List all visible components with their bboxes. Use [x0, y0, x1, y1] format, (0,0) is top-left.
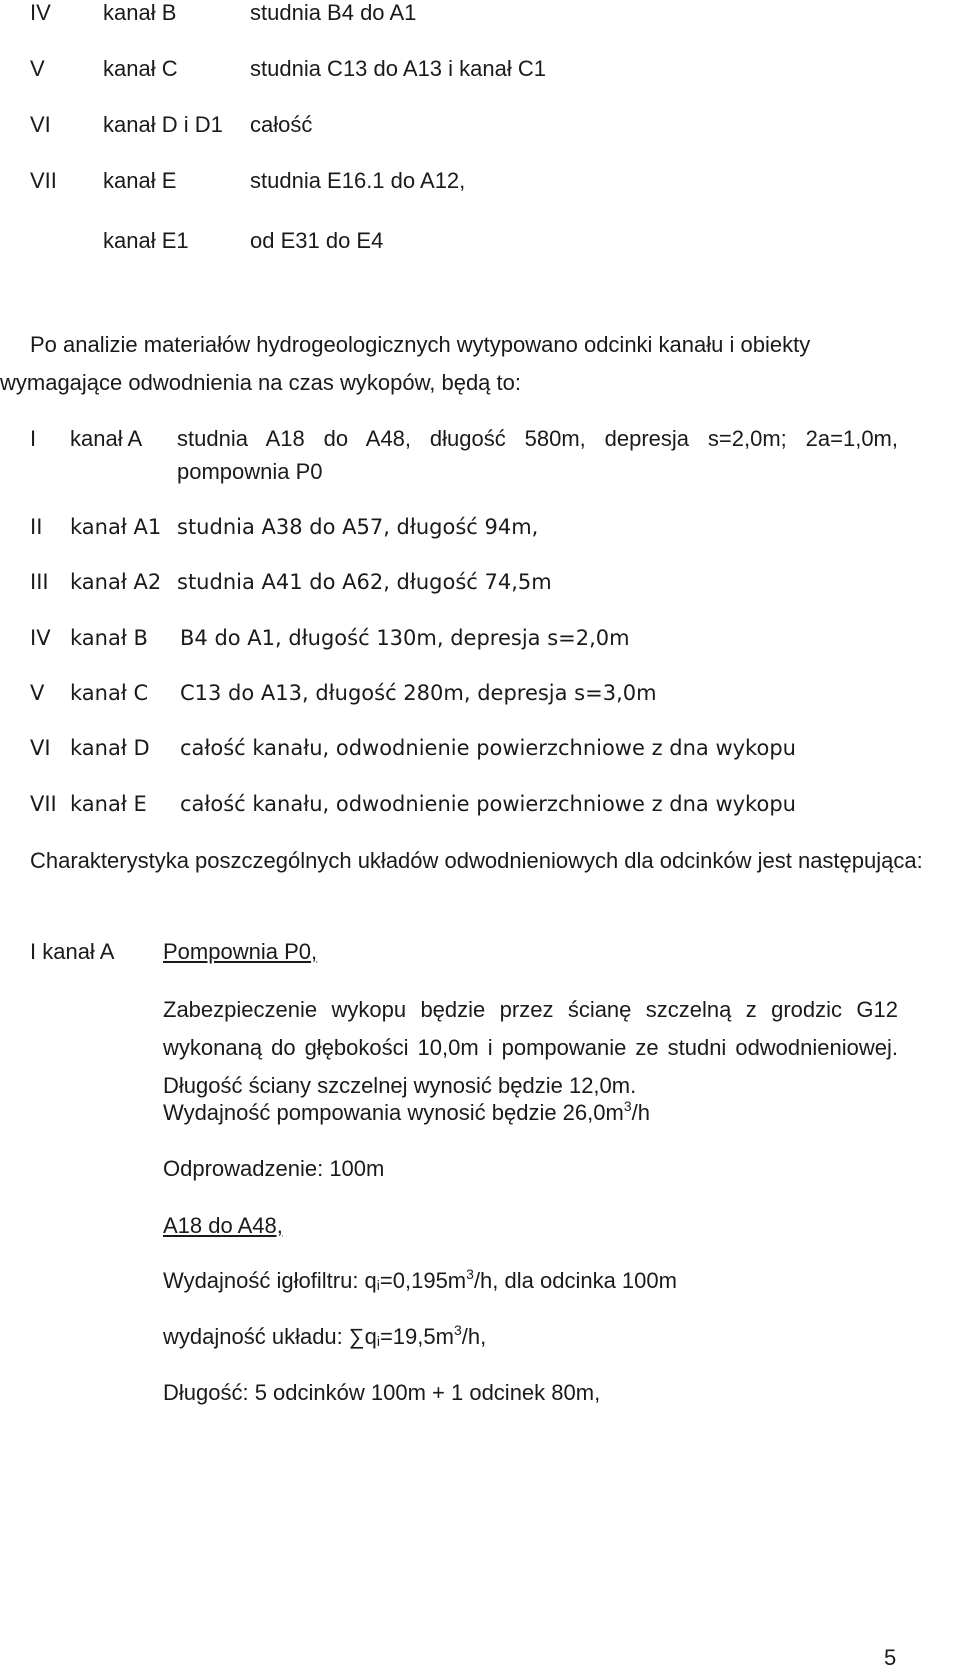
- wellpoint-sub: i: [376, 1277, 380, 1293]
- list-item-num: I: [30, 426, 37, 451]
- section-heading: Pompownia P0,: [163, 939, 318, 964]
- intro-line-2: wymagające odwodnienia na czas wykopów, będą to:: [0, 370, 521, 395]
- wellpoint-mid: =0,195m: [379, 1268, 467, 1293]
- characteristics-paragraph: Charakterystyka poszczególnych układów odwodnieniowych dla odcinków jest następująca:: [30, 848, 923, 873]
- top-item-desc: studnia E16.1 do A12,: [250, 168, 466, 193]
- wellpoint-prefix: Wydajność igłofiltru: q: [163, 1268, 377, 1293]
- list-item-channel: kanał E: [70, 792, 147, 816]
- list-item-num: III: [30, 570, 49, 594]
- range-heading: A18 do A48,: [163, 1213, 283, 1238]
- system-mid: =19,5m: [379, 1324, 454, 1349]
- list-item-desc-cont: pompownia P0: [177, 459, 323, 484]
- pumping-capacity-line: [163, 1100, 650, 1126]
- top-item-channel: kanał E: [103, 168, 177, 193]
- length-line: Długość: 5 odcinków 100m + 1 odcinek 80m,: [163, 1380, 601, 1405]
- list-item-desc: B4 do A1, długość 130m, depresja s=2,0m: [180, 626, 630, 650]
- list-item-channel: kanał A2: [70, 570, 162, 594]
- page-number: 5: [884, 1645, 897, 1670]
- top-item-channel: kanał D i D1: [103, 112, 223, 137]
- top-item-desc: od E31 do E4: [250, 228, 384, 253]
- list-item-desc: całość kanału, odwodnienie powierzchniowe z dna wykopu: [180, 792, 796, 816]
- top-item-num: V: [30, 56, 45, 81]
- top-item-num: IV: [30, 0, 51, 25]
- pumping-capacity-tail: /h: [631, 1100, 650, 1125]
- top-item-desc: całość: [250, 112, 313, 137]
- list-item-num: V: [30, 681, 45, 705]
- list-item-channel: kanał B: [70, 626, 148, 650]
- list-item-num: VI: [30, 736, 51, 760]
- pumping-capacity-text: Wydajność pompowania wynosić będzie 26,0m: [163, 1100, 624, 1125]
- top-item-channel: kanał C: [103, 56, 178, 81]
- list-item-channel: kanał D: [70, 736, 150, 760]
- list-item-num: VII: [30, 792, 57, 816]
- list-item-channel: kanał A1: [70, 515, 162, 539]
- list-item-channel: kanał C: [70, 681, 149, 705]
- pumping-capacity-sup: 3: [623, 1098, 632, 1114]
- top-item-num: VI: [30, 112, 51, 137]
- list-item-desc: C13 do A13, długość 280m, depresja s=3,0m: [180, 681, 657, 705]
- wellpoint-tail: /h, dla odcinka 100m: [473, 1268, 677, 1293]
- list-item-num: IV: [30, 626, 51, 650]
- list-item-desc: studnia A41 do A62, długość 74,5m: [177, 570, 552, 594]
- top-item-desc: studnia C13 do A13 i kanał C1: [250, 56, 546, 81]
- wellpoint-sup: 3: [466, 1266, 474, 1282]
- list-item-num: II: [30, 515, 43, 539]
- list-item-channel: kanał A: [70, 426, 143, 451]
- intro-line-1: Po analizie materiałów hydrogeologicznych wytypowano odcinki kanału i obiekty: [30, 332, 811, 357]
- section-label: I kanał A: [30, 939, 115, 964]
- top-item-desc: studnia B4 do A1: [250, 0, 417, 25]
- system-tail: /h,: [461, 1324, 487, 1349]
- list-item-desc: studnia A18 do A48, długość 580m, depresja s=2,0m; 2a=1,0m,: [177, 426, 898, 451]
- system-capacity-line: [163, 1324, 486, 1350]
- section-paragraph: Zabezpieczenie wykopu będzie przez ścianę szczelną z grodzic G12 wykonaną do głębokości 10,0m i pompowanie ze studni odwodnieniowej. Długość ściany szczelnej wynosić będzie 12,0m.: [163, 997, 898, 1098]
- top-item-num: VII: [30, 168, 57, 193]
- system-sub: i: [376, 1333, 380, 1349]
- top-item-channel: kanał E1: [103, 228, 189, 253]
- discharge-line: Odprowadzenie: 100m: [163, 1156, 385, 1181]
- wellpoint-capacity-line: [163, 1268, 677, 1294]
- system-sup: 3: [453, 1322, 462, 1338]
- top-item-channel: kanał B: [103, 0, 177, 25]
- list-item-desc: studnia A38 do A57, długość 94m,: [177, 515, 539, 539]
- system-prefix: wydajność układu: ∑q: [163, 1324, 377, 1349]
- list-item-desc: całość kanału, odwodnienie powierzchniowe z dna wykopu: [180, 736, 796, 760]
